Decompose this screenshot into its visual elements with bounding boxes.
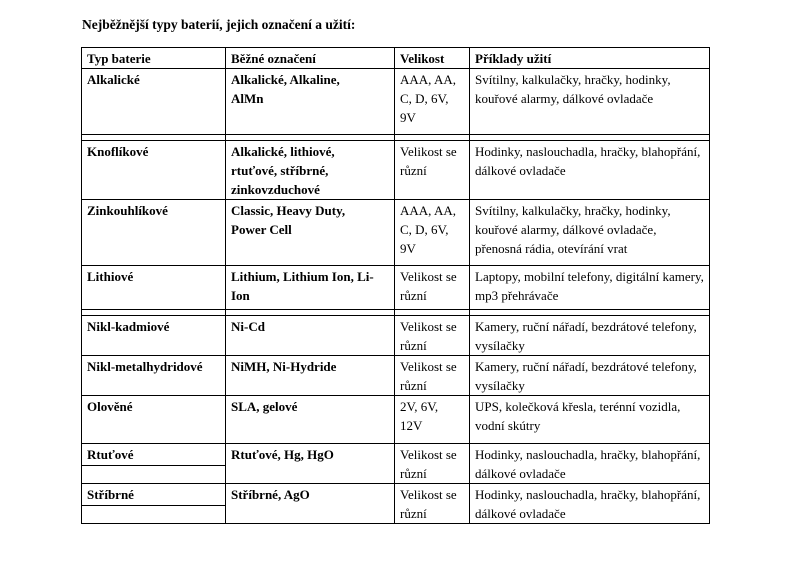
battery-uses: Svítilny, kalkulačky, hračky, hodinky, kouřové alarmy, dálkové ovladače, přenosná rádia, otevírání vrat — [470, 200, 710, 266]
battery-uses: Kamery, ruční nářadí, bezdrátové telefony, vysílačky — [470, 356, 710, 396]
battery-type: Nikl-metalhydridové — [82, 356, 226, 396]
battery-type: Nikl-kadmiové — [82, 316, 226, 356]
battery-uses: Svítilny, kalkulačky, hračky, hodinky, kouřové alarmy, dálkové ovladače — [470, 69, 710, 135]
battery-uses: Hodinky, naslouchadla, hračky, blahopřání, dálkové ovladače — [470, 444, 710, 484]
battery-type: Knoflíkové — [82, 141, 226, 200]
table-row — [82, 69, 710, 135]
battery-size: AAA, AA, C, D, 6V, 9V — [395, 69, 470, 135]
battery-type: Stříbrné — [82, 484, 226, 506]
battery-size: 2V, 6V, 12V — [395, 396, 470, 444]
header-code: Běžné označení — [226, 48, 395, 69]
header-size: Velikost — [395, 48, 470, 69]
battery-type: Zinkouhlíkové — [82, 200, 226, 266]
battery-type: Alkalické — [82, 69, 226, 135]
table-row — [82, 396, 710, 444]
table-row — [82, 316, 710, 356]
battery-size: Velikost se různí — [395, 266, 470, 310]
table-row — [82, 356, 710, 396]
table-header-row — [82, 48, 710, 69]
battery-uses: Laptopy, mobilní telefony, digitální kamery, mp3 přehrávače — [470, 266, 710, 310]
battery-size: Velikost se různí — [395, 444, 470, 484]
battery-code: NiMH, Ni-Hydride — [226, 356, 395, 396]
battery-size: AAA, AA, C, D, 6V, 9V — [395, 200, 470, 266]
battery-code: Ni-Cd — [226, 316, 395, 356]
battery-code: Lithium, Lithium Ion, Li-Ion — [226, 266, 395, 310]
table-row — [82, 141, 710, 200]
table-row — [82, 484, 710, 506]
battery-code: Rtuťové, Hg, HgO — [226, 444, 395, 484]
battery-size: Velikost se různí — [395, 316, 470, 356]
battery-size: Velikost se různí — [395, 484, 470, 524]
battery-type: Olověné — [82, 396, 226, 444]
battery-uses: UPS, kolečková křesla, terénní vozidla, vodní skútry — [470, 396, 710, 444]
table-row — [82, 444, 710, 466]
table-row — [82, 266, 710, 310]
battery-size: Velikost se různí — [395, 141, 470, 200]
battery-size: Velikost se různí — [395, 356, 470, 396]
battery-uses: Kamery, ruční nářadí, bezdrátové telefony, vysílačky — [470, 316, 710, 356]
battery-code: Alkalické, Alkaline, AlMn — [226, 69, 395, 135]
battery-code: Stříbrné, AgO — [226, 484, 395, 524]
battery-uses: Hodinky, naslouchadla, hračky, blahopřání, dálkové ovladače — [470, 141, 710, 200]
table-row — [82, 200, 710, 266]
battery-uses: Hodinky, naslouchadla, hračky, blahopřání, dálkové ovladače — [470, 484, 710, 524]
header-type: Typ baterie — [82, 48, 226, 69]
battery-code: Alkalické, lithiové, rtuťové, stříbrné, zinkovzduchové — [226, 141, 395, 200]
battery-type: Rtuťové — [82, 444, 226, 466]
battery-table — [81, 47, 710, 524]
battery-code: Classic, Heavy Duty, Power Cell — [226, 200, 395, 266]
document-title: Nejběžnější typy baterií, jejich označení a užití: — [82, 17, 356, 32]
header-uses: Příklady užití — [470, 48, 710, 69]
battery-type: Lithiové — [82, 266, 226, 310]
battery-code: SLA, gelové — [226, 396, 395, 444]
